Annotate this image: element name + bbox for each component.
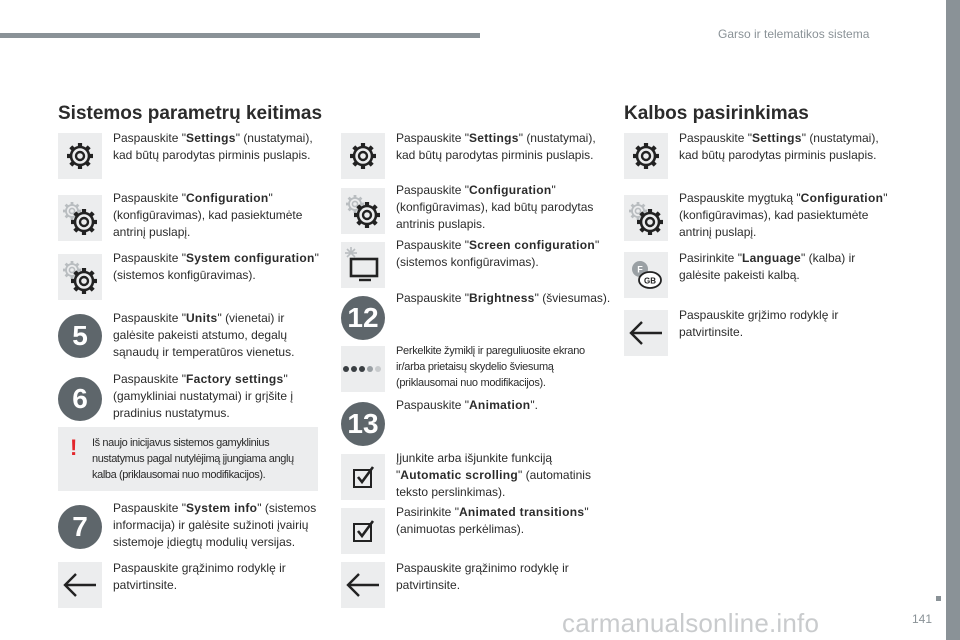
configuration-icon [58,195,102,241]
checkbox-icon [341,508,385,554]
step-m6: Paspauskite "Animation". [396,398,538,412]
page-number: 141 [912,612,933,626]
left-title: Sistemos parametrų keitimas [58,103,323,124]
step-m8: Pasirinkite "Animated transitions" (animuotas perkėlimas). [396,505,589,536]
system-configuration-icon [58,254,102,300]
settings-icon [58,133,102,179]
step-m4: Paspauskite "Brightness" (šviesumas). [396,291,611,305]
back-arrow-icon [58,562,102,608]
back-arrow-icon [341,562,385,608]
warning-note-text: Iš naujo inicijavus sistemos gamyklinius nustatymus pagal nutylėjimą įjungiama anglų kalba (priklausomai nuo modifikacijos). [92,437,294,481]
section-header: Garso ir telematikos sistema [718,27,870,41]
footer-dot [936,596,941,601]
watermark: carmanualsonline.info [562,608,820,638]
step-m9: Paspauskite grąžinimo rodyklę ir patvirtinsite. [396,561,569,592]
step-number-12: 12 [341,296,385,340]
step-number-13: 13 [341,402,385,446]
right-title: Kalbos pasirinkimas [624,103,809,124]
language-icon-top: F [637,264,643,275]
step-r3: Pasirinkite "Language" (kalba) ir galėsite pakeisti kalbą. [679,251,856,282]
step-number-6: 6 [58,377,102,421]
settings-icon [624,133,668,179]
step-r4: Paspauskite grįžimo rodyklę ir patvirtinsite. [679,308,839,339]
step-m3: Paspauskite "Screen configuration" (sistemos konfigūravimas). [396,238,600,269]
step-l2: Paspauskite "Configuration" (konfigūravimas), kad pasiektumėte antrinį puslapį. [113,191,303,239]
screen-configuration-icon [341,242,385,288]
configuration-icon [341,188,385,234]
step-number-7: 7 [58,505,102,549]
step-r2: Paspauskite mygtuką "Configuration" (konfigūravimas), kad pasiektumėte antrinį puslapį. [679,191,888,239]
step-l3: Paspauskite "System configuration" (sistemos konfigūravimas). [113,251,319,282]
slider-dots-icon [341,346,385,392]
top-bar [0,33,480,38]
step-l1: Paspauskite "Settings" (nustatymai), kad būtų parodytas pirminis puslapis. [113,131,313,162]
step-m2: Paspauskite "Configuration" (konfigūravimas), kad būtų parodytas antrinis puslapis. [396,183,594,231]
settings-icon [341,133,385,179]
right-strip [946,0,960,640]
step-m1: Paspauskite "Settings" (nustatymai), kad būtų parodytas pirminis puslapis. [396,131,596,162]
configuration-icon [624,195,668,241]
language-icon [624,252,668,298]
step-m5: Perkelkite žymiklį ir pareguliuosite ekrano ir/arba prietaisų skydelio šviesumą (priklausomai nuo modifikacijos). [396,345,585,389]
step-l6: Paspauskite "System info" (sistemos informacija) ir galėsite sužinoti įvairių sistemoje įdiegtų modulių versijas. [113,501,317,549]
step-m7: Įjunkite arba išjunkite funkciją "Automatic scrolling" (automatinis teksto perslinkimas). [396,451,591,499]
step-l4: Paspauskite "Units" (vienetai) ir galėsite pakeisti atstumo, degalų sąnaudų ir temperatūros vienetus. [113,311,295,359]
step-l7: Paspauskite grąžinimo rodyklę ir patvirtinsite. [113,561,286,592]
checkbox-icon [341,454,385,500]
warning-icon: ! [70,435,78,460]
step-l5: Paspauskite "Factory settings" (gamykliniai nustatymai) ir grįšite į pradinius nustatymus. [113,372,294,420]
language-icon-bottom: GB [644,276,656,286]
step-number-5: 5 [58,314,102,358]
back-arrow-icon [624,310,668,356]
step-r1: Paspauskite "Settings" (nustatymai), kad būtų parodytas pirminis puslapis. [679,131,879,162]
warning-note [58,427,318,491]
